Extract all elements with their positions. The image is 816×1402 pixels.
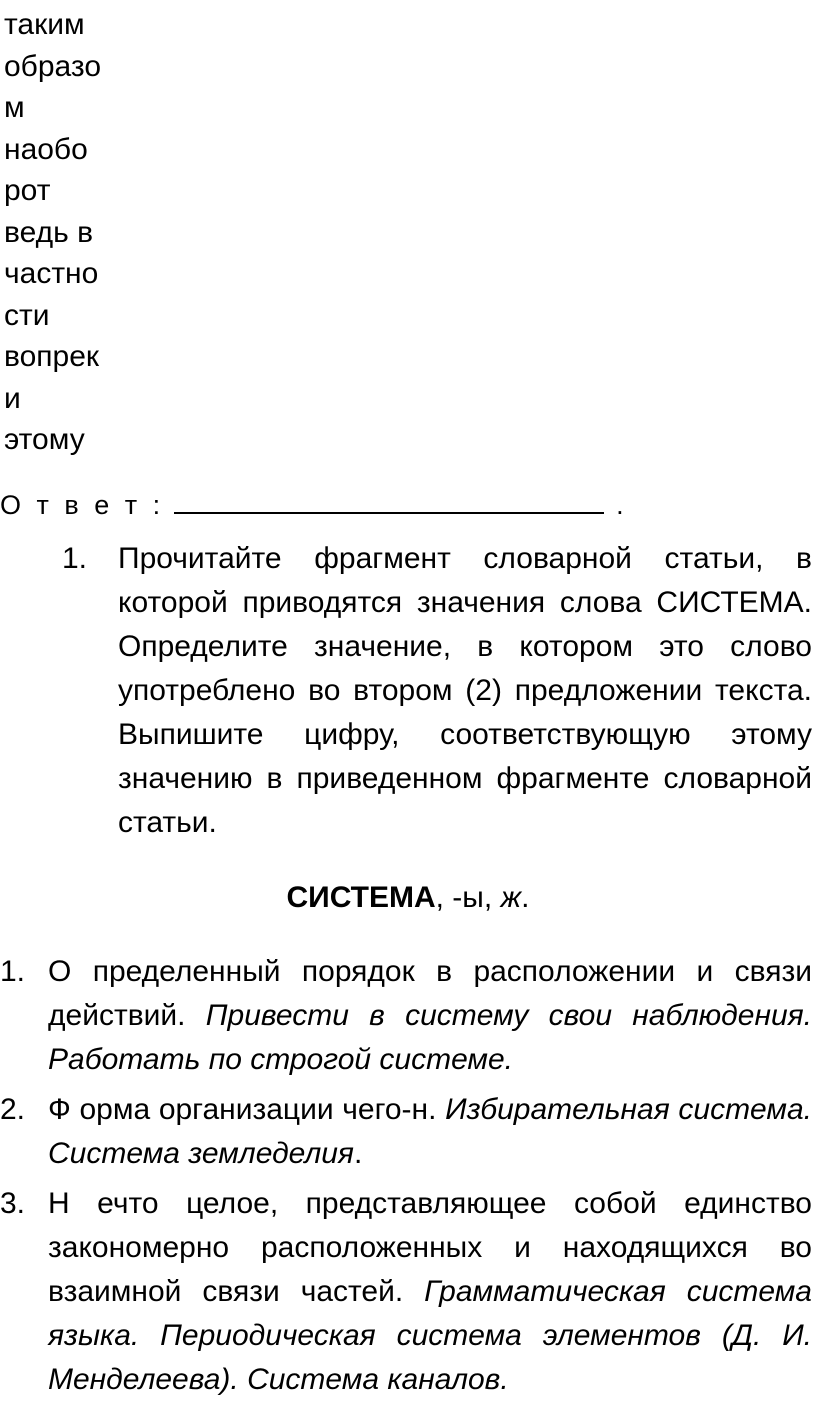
headword-gender: ж (500, 881, 522, 914)
definition-tail: . (353, 1137, 363, 1170)
headword: СИСТЕМА (286, 881, 436, 914)
word-list-item: вопрек (4, 340, 100, 373)
word-list-item: ведь в (4, 215, 94, 249)
definition-text: Н ечто целое, представляющее собой единство закономерно расположенных и находящихся во взаимной связи частей. (48, 1187, 812, 1308)
definition-list (0, 950, 812, 1402)
word-list-item: рот (4, 174, 51, 207)
answer-row (0, 484, 624, 525)
word-list (4, 4, 144, 461)
definition-text: О пределенный порядок в расположении и связи действий. (48, 955, 812, 1032)
word-list-item: этому (4, 423, 85, 456)
task-number: 1. (62, 542, 88, 575)
definition-number: 2. (0, 1093, 26, 1126)
dictionary-headword (0, 876, 816, 920)
definition-number: 1. (0, 955, 26, 988)
word-list-item: образо (4, 49, 102, 83)
definition-item (0, 1088, 812, 1176)
answer-label: О т в е т : (0, 490, 165, 520)
definition-example: Грамматическая система языка. Периодическая система элементов (Д. И. Менделеева). Система каналов. (48, 1275, 812, 1396)
word-list-item: м (4, 91, 25, 124)
task-instruction (62, 537, 812, 845)
definition-text: Ф орма организации чего-н. (48, 1093, 446, 1126)
word-list-item: сти (4, 298, 50, 332)
answer-end: . (616, 490, 624, 520)
word-list-item: частно (4, 257, 99, 290)
word-list-item: наобо (4, 132, 88, 166)
answer-blank-line[interactable] (174, 484, 604, 514)
task-text: Прочитайте фрагмент словарной статьи, в которой приводятся значения слова СИСТЕМА. Определите значение, в котором это слово употреблено во втором (2) предложении текста. Выпишите цифру, соответствующую этому значению в приведенном фрагменте словарной статьи. (118, 542, 812, 839)
definition-number: 3. (0, 1187, 26, 1220)
headword-forms: , -ы, (435, 881, 501, 914)
definition-example: Избирательная система. Система земледелия (48, 1093, 812, 1170)
headword-end: . (521, 881, 530, 914)
word-list-item: таким (4, 8, 85, 41)
definition-item (0, 950, 812, 1082)
definition-example: Привести в систему свои наблюдения. Работать по строгой системе. (48, 999, 812, 1076)
word-list-item: и (4, 381, 21, 415)
definition-item (0, 1182, 812, 1402)
